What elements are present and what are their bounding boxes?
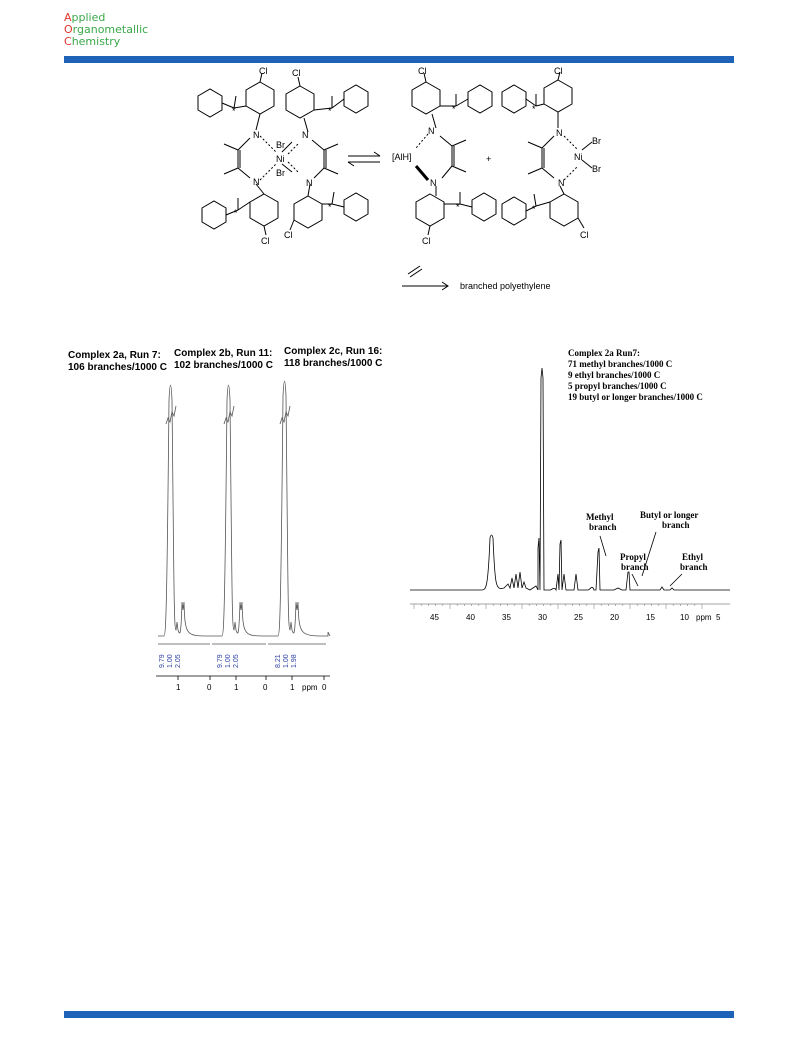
nmr-carbon-spectrum xyxy=(400,338,740,638)
axis-tick-label: 25 xyxy=(574,613,583,622)
axis-tick-label: 1 xyxy=(176,683,181,692)
aryl-ring xyxy=(286,86,314,118)
reaction-scheme xyxy=(180,68,600,308)
integral-value: 2.05 xyxy=(175,654,182,668)
peak-annotation: Methyl xyxy=(586,512,614,522)
stereo-star: * xyxy=(234,208,238,218)
aryl-ring xyxy=(246,82,274,114)
stereo-star: * xyxy=(532,104,536,114)
axis-unit: ppm xyxy=(696,613,712,622)
integral-value: 1.00 xyxy=(283,654,290,668)
axis-tick-label: 0 xyxy=(322,683,327,692)
n-atom: N xyxy=(556,128,563,138)
footer-rule xyxy=(64,1011,734,1018)
integral-value: 1.00 xyxy=(225,654,232,668)
peak-annotation: Butyl or longer xyxy=(640,510,699,520)
nmr-methyl-region-spectra xyxy=(60,340,383,710)
spectrum-title: Complex 2a, Run 7: xyxy=(68,350,161,361)
br-atom: Br xyxy=(592,136,601,146)
stereo-star: * xyxy=(452,104,456,114)
spectrum-trace xyxy=(266,381,330,636)
axis-tick-label: 30 xyxy=(538,613,547,622)
cl-atom: Cl xyxy=(580,230,589,240)
ni-atom: Ni xyxy=(276,154,285,164)
axis-tick-label: 10 xyxy=(680,613,689,622)
n-atom: N xyxy=(558,178,565,188)
aryl-ring xyxy=(294,196,322,228)
n-atom: N xyxy=(253,177,260,187)
axis-tick-label: 0 xyxy=(263,683,268,692)
spectrum-title: Complex 2a Run7: xyxy=(568,348,641,358)
peak-annotation: branch xyxy=(680,562,708,572)
n-atom: N xyxy=(430,178,437,188)
n-atom: N xyxy=(302,130,309,140)
ni-atom: Ni xyxy=(574,152,583,162)
integral-value: 1.98 xyxy=(291,654,298,668)
integral-value: 9.79 xyxy=(217,654,224,668)
axis-tick-label: 1 xyxy=(290,683,295,692)
phenyl-ring xyxy=(344,193,368,221)
axis-tick-label: 20 xyxy=(610,613,619,622)
alh-label: [AlH] xyxy=(392,152,412,162)
n-atom: N xyxy=(428,126,435,136)
axis-ticks xyxy=(414,604,702,609)
aryl-ring xyxy=(412,82,440,114)
aryl-ring xyxy=(250,194,278,226)
peak-annotation: branch xyxy=(662,520,690,530)
phenyl-ring xyxy=(472,193,496,221)
phenyl-ring xyxy=(344,85,368,113)
phenyl-ring xyxy=(502,85,526,113)
spectrum-subtitle: 106 branches/1000 C xyxy=(68,362,167,373)
axis-tick-label: 5 xyxy=(716,613,721,622)
cl-atom: Cl xyxy=(261,236,270,246)
branch-count-line: 9 ethyl branches/1000 C xyxy=(568,370,661,380)
phenyl-ring xyxy=(468,85,492,113)
integral-value: 1.00 xyxy=(167,654,174,668)
cl-atom: Cl xyxy=(554,66,563,76)
axis-tick-label: 45 xyxy=(430,613,439,622)
stereo-star: * xyxy=(328,106,332,116)
branch-count-line: 5 propyl branches/1000 C xyxy=(568,381,667,391)
stereo-star: * xyxy=(328,202,332,212)
aryl-ring xyxy=(544,80,572,112)
plus-sign: + xyxy=(486,154,492,164)
stereo-star: * xyxy=(456,202,460,212)
phenyl-ring xyxy=(502,197,526,225)
n-atom: N xyxy=(306,178,313,188)
axis-tick-label: 1 xyxy=(234,683,239,692)
stereo-star: * xyxy=(532,204,536,214)
axis-unit: ppm xyxy=(302,683,318,692)
cl-atom: Cl xyxy=(259,66,268,76)
aryl-ring xyxy=(550,194,578,226)
axis-tick-label: 15 xyxy=(646,613,655,622)
br-atom: Br xyxy=(276,140,285,150)
peak-annotation: Ethyl xyxy=(682,552,704,562)
spectrum-title: Complex 2c, Run 16: xyxy=(284,346,383,357)
journal-logo: Applied Organometallic Chemistry xyxy=(64,11,149,48)
br-atom: Br xyxy=(592,164,601,174)
branch-count-line: 71 methyl branches/1000 C xyxy=(568,359,673,369)
n-atom: N xyxy=(253,130,260,140)
cl-atom: Cl xyxy=(284,230,293,240)
spectrum-trace xyxy=(158,385,210,636)
branch-count-line: 19 butyl or longer branches/1000 C xyxy=(568,392,703,402)
spectrum-subtitle: 118 branches/1000 C xyxy=(284,358,383,369)
cl-atom: Cl xyxy=(422,236,431,246)
peak-annotation: branch xyxy=(621,562,649,572)
peak-annotation: Propyl xyxy=(620,552,646,562)
phenyl-ring xyxy=(202,201,226,229)
product-label: branched polyethylene xyxy=(460,281,551,291)
stereo-star: * xyxy=(232,106,236,116)
spectrum-trace xyxy=(210,385,266,636)
cl-atom: Cl xyxy=(418,66,427,76)
aryl-ring xyxy=(416,194,444,226)
peak-annotation: branch xyxy=(589,522,617,532)
cl-atom: Cl xyxy=(292,68,301,78)
phenyl-ring xyxy=(198,89,222,117)
header-rule xyxy=(64,56,734,63)
axis-tick-label: 35 xyxy=(502,613,511,622)
integral-value: 9.79 xyxy=(159,654,166,668)
integral-value: 8.21 xyxy=(275,654,282,668)
integral-value: 2.05 xyxy=(233,654,240,668)
axis-tick-label: 0 xyxy=(207,683,212,692)
spectrum-title: Complex 2b, Run 11: xyxy=(174,348,273,359)
axis-tick-label: 40 xyxy=(466,613,475,622)
spectrum-subtitle: 102 branches/1000 C xyxy=(174,360,273,371)
br-atom: Br xyxy=(276,168,285,178)
